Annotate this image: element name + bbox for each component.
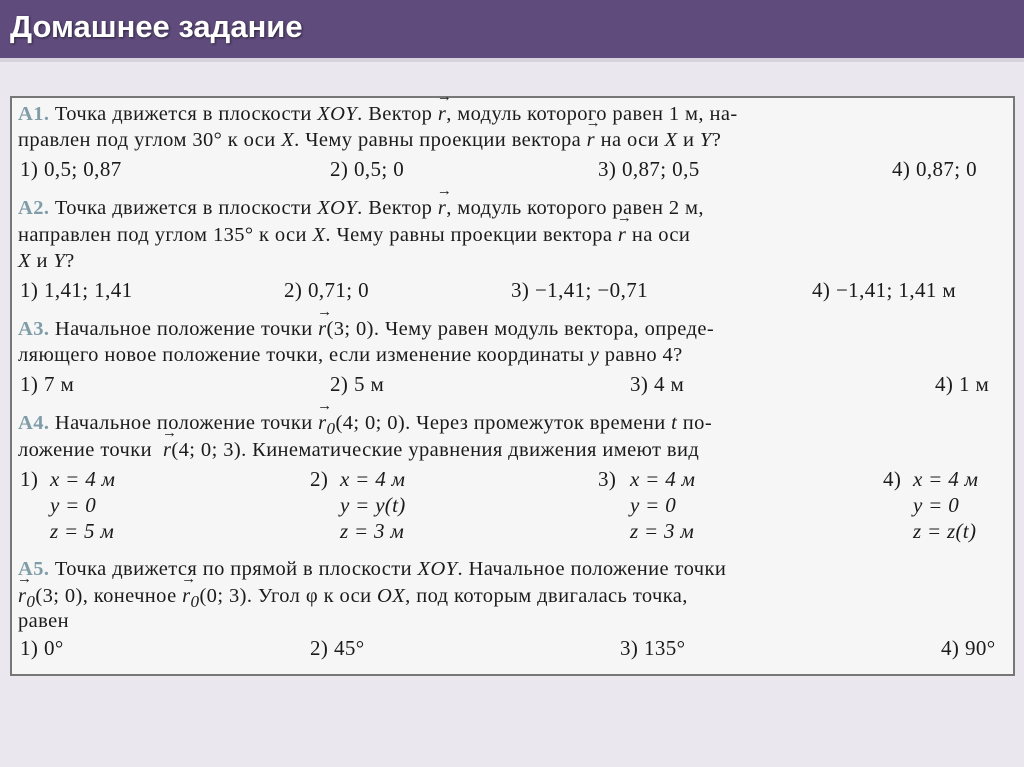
slide-header <box>0 0 1024 58</box>
a5-option-1: 1) 0° <box>20 636 64 660</box>
vector-r0-symbol: → $r_0$ <box>318 412 335 439</box>
a4-option-3-number: 3) <box>598 467 617 491</box>
a5-option-4: 4) 90° <box>941 636 996 660</box>
vector-r0-symbol: → $r_0$ <box>182 585 199 612</box>
a2-option-4: 4) −1,41; 1,41 м <box>812 278 957 302</box>
a4-option-4-x: x = 4 м <box>913 467 979 491</box>
a4-option-2-z: z = 3 м <box>340 519 405 543</box>
question-a1-line-2: правлен под углом 30° к оси X. Чему равны проекции вектора → r на оси X и Y? <box>18 129 721 152</box>
a3-option-1: 1) 7 м <box>20 372 75 396</box>
a2-option-1: 1) 1,41; 1,41 <box>20 278 133 302</box>
vector-r-symbol: → r <box>318 318 326 341</box>
question-a2-line-3: X и Y? <box>18 250 75 272</box>
vector-r-symbol: → r <box>163 439 171 462</box>
a1-option-3: 3) 0,87; 0,5 <box>598 157 700 181</box>
homework-sheet <box>10 96 1015 676</box>
a1-option-2: 2) 0,5; 0 <box>330 157 405 181</box>
a4-option-3-y: y = 0 <box>630 493 676 517</box>
a3-option-2: 2) 5 м <box>330 372 385 396</box>
question-a5-label: А5. <box>18 558 50 580</box>
a4-option-1-z: z = 5 м <box>50 519 115 543</box>
a2-option-3: 3) −1,41; −0,71 <box>511 278 649 302</box>
question-a3-line-1: А3. Начальное положение точки → r(3; 0). Чему равен модуль вектора, опреде- <box>18 318 714 341</box>
question-a5-line-1: А5. Точка движется по прямой в плоскости XOY. Начальное положение точки <box>18 558 727 580</box>
vector-r-symbol: → r <box>438 103 446 126</box>
question-a4-line-2: ложение точки → r(4; 0; 3). Кинематические уравнения движения имеют вид <box>18 439 699 462</box>
vector-r-symbol: → r <box>438 197 446 220</box>
a1-option-1: 1) 0,5; 0,87 <box>20 157 122 181</box>
a4-option-1-y: y = 0 <box>50 493 96 517</box>
slide-title: Домашнее задание <box>10 9 303 44</box>
a1-option-4: 4) 0,87; 0 <box>892 157 978 181</box>
question-a3-label: А3. <box>18 318 50 340</box>
a4-option-3-x: x = 4 м <box>630 467 696 491</box>
question-a3-line-2: ляющего новое положение точки, если изменение координаты y равно 4? <box>18 344 683 366</box>
a4-option-1-x: x = 4 м <box>50 467 116 491</box>
question-a2-line-2: направлен под углом 135° к оси X. Чему равны проекции вектора → r на оси <box>18 224 690 247</box>
a3-option-4: 4) 1 м <box>935 372 990 396</box>
a5-option-3: 3) 135° <box>620 636 686 660</box>
question-a2-line-1: А2. Точка движется в плоскости XOY. Вектор → r, модуль которого равен 2 м, <box>18 197 704 220</box>
a4-option-4-number: 4) <box>883 467 902 491</box>
a4-option-2-y: y = y(t) <box>340 493 406 517</box>
a4-option-2-number: 2) <box>310 467 329 491</box>
question-a5-line-3: равен <box>18 610 69 632</box>
a4-option-3-z: z = 3 м <box>630 519 695 543</box>
a4-option-2-x: x = 4 м <box>340 467 406 491</box>
question-a1-line-1: А1. Точка движется в плоскости XOY. Вектор → r, модуль которого равен 1 м, на- <box>18 103 738 126</box>
question-a5-line-2: → $r_0(3$; 0), конечное → $r_0(0$; 3). Угол φ к оси OX, под которым двигалась точка, <box>18 585 688 612</box>
a2-option-2: 2) 0,71; 0 <box>284 278 370 302</box>
vector-r-symbol: → r <box>587 129 595 152</box>
question-a4-label: А4. <box>18 412 50 434</box>
question-a4-line-1: А4. Начальное положение точки → $r_0(4$; 0; 0). Через промежуток времени t по- <box>18 412 712 439</box>
vector-r-symbol: → r <box>618 224 626 247</box>
question-a1-label: А1. <box>18 103 50 125</box>
a3-option-3: 3) 4 м <box>630 372 685 396</box>
question-a2-label: А2. <box>18 197 50 219</box>
a4-option-1-number: 1) <box>20 467 39 491</box>
header-divider <box>0 58 1024 62</box>
a5-option-2: 2) 45° <box>310 636 365 660</box>
vector-r0-symbol: → $r_0$ <box>18 585 35 612</box>
a4-option-4-z: z = z(t) <box>913 519 977 543</box>
a4-option-4-y: y = 0 <box>913 493 959 517</box>
